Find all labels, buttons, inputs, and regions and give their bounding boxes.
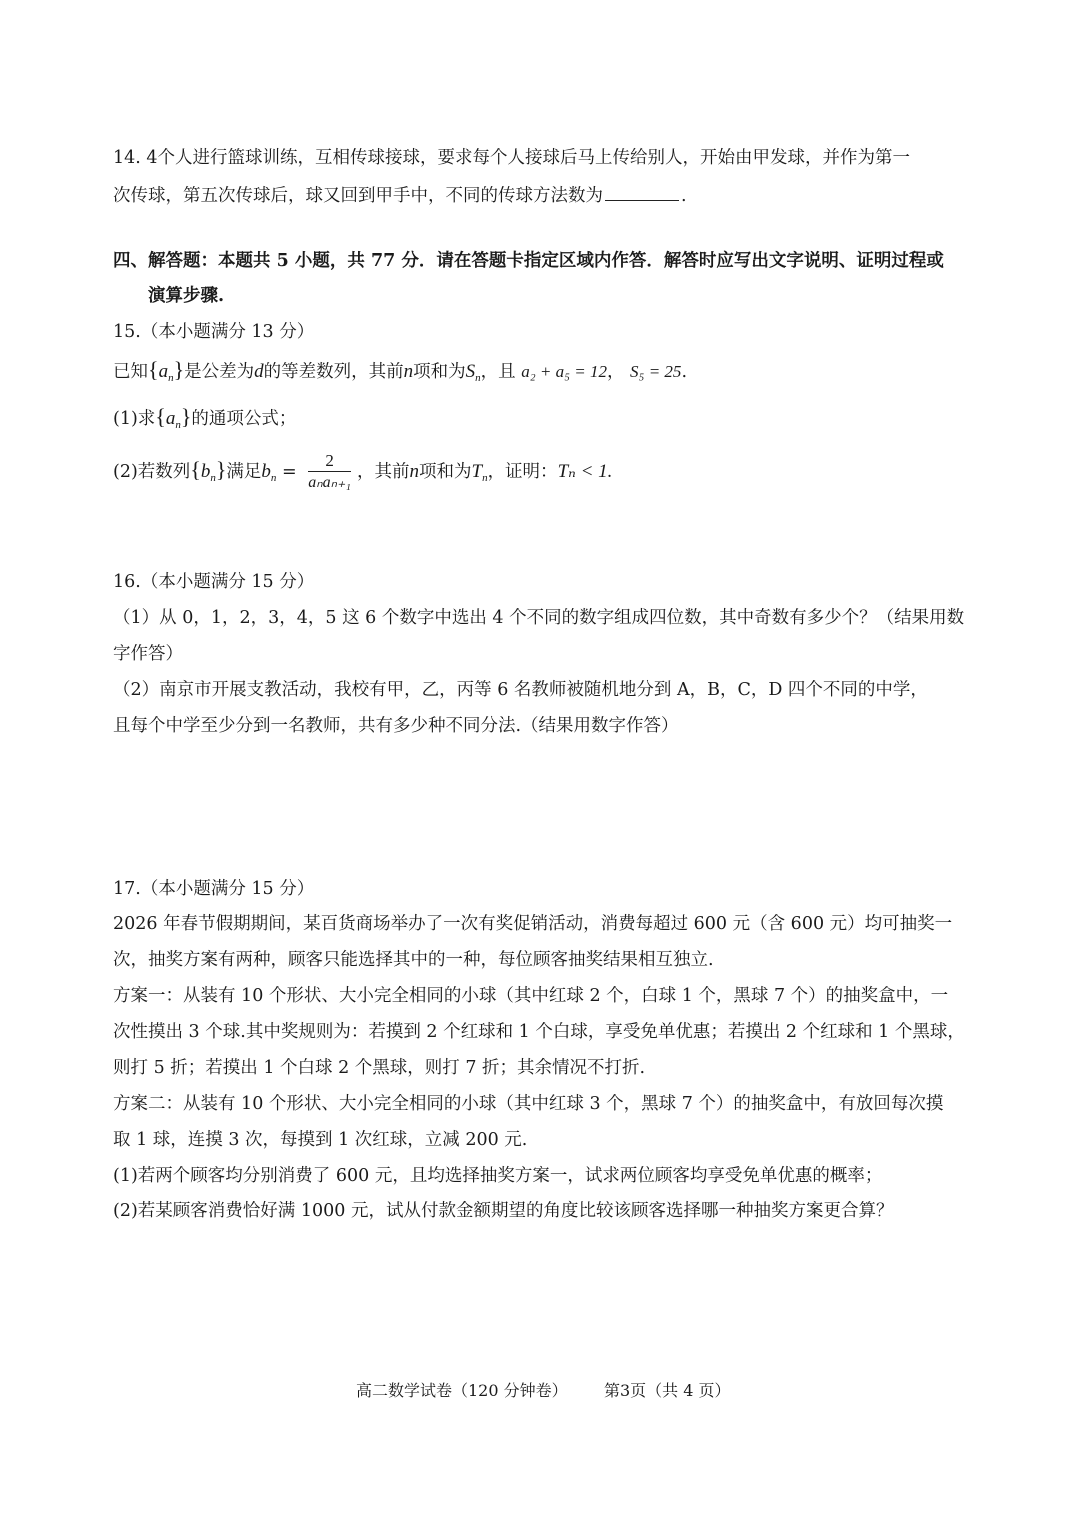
- q15-part-2: [113, 444, 973, 496]
- q16-part-2-line-2: 且每个中学至少分到一名教师，共有多少种不同分法.（结果用数字作答）: [113, 716, 679, 736]
- q16-header: 16.（本小题满分 15 分）: [113, 572, 315, 592]
- t-symbol: T: [471, 461, 483, 482]
- seq-brace-open: {: [148, 357, 159, 382]
- q17-header: 17.（本小题满分 15 分）: [113, 879, 315, 899]
- n-symbol: n: [409, 461, 419, 482]
- fraction-denominator: aₙaₙ₊₁: [308, 474, 351, 491]
- seq-a-sub: n: [168, 372, 174, 384]
- q15-p2-mid3: 项和为: [418, 462, 472, 482]
- q14-line-2-end: .: [681, 186, 687, 206]
- q15-claim: Tₙ < 1.: [557, 461, 613, 482]
- q17-line-6: 方案二：从装有 10 个形状、大小完全相同的小球（其中红球 3 个，黑球 7 个）的抽奖盒中，有放回每次摸: [113, 1094, 944, 1114]
- seq-a-sub: n: [175, 419, 181, 431]
- seq-brace-close: }: [180, 404, 192, 429]
- seq-a-symbol: a: [158, 361, 169, 382]
- condition-2: S₅ = 25: [630, 362, 682, 381]
- q16-part-2-line-1: （2）南京市开展支教活动，我校有甲，乙，丙等 6 名教师被随机地分到 A，B，C，D 四个不同的中学，: [113, 680, 928, 700]
- comma: ，: [606, 362, 625, 382]
- q17-line-3: 方案一：从装有 10 个形状、大小完全相同的小球（其中红球 2 个，白球 1 个，黑球 7 个）的抽奖盒中，一: [113, 986, 949, 1006]
- q16-part-1-line-1: （1）从 0，1，2，3，4，5 这 6 个数字中选出 4 个不同的数字组成四位数，其中奇数有多少个？（结果用数: [113, 608, 965, 628]
- q15-header: 15.（本小题满分 13 分）: [113, 322, 315, 342]
- q17-line-5: 则打 5 折；若摸出 1 个白球 2 个黑球，则打 7 折；其余情况不打折.: [113, 1058, 646, 1078]
- q15-p2-mid2: ，其前: [356, 462, 410, 482]
- q15-stem-mid2: 的等差数列，其前: [263, 362, 404, 382]
- q17-line-1: 2026 年春节假期期间，某百货商场举办了一次有奖促销活动，消费每超过 600 元（含 600 元）均可抽奖一: [113, 914, 953, 934]
- condition-1: a₂ + a₅ = 12: [521, 362, 607, 381]
- seq-b-brace-close: }: [215, 457, 227, 482]
- s-symbol: S: [465, 361, 476, 382]
- bn-sub: n: [270, 472, 277, 484]
- seq-b-symbol: b: [200, 461, 211, 482]
- seq-brace-close: }: [173, 357, 185, 382]
- q17-line-7: 取 1 球，连摸 3 次，每摸到 1 次红球，立减 200 元.: [113, 1130, 528, 1150]
- q15-stem-cond: ，且: [480, 362, 516, 382]
- s-sub: n: [475, 372, 481, 384]
- bn-symbol: b: [261, 461, 271, 482]
- answer-blank: [605, 182, 679, 201]
- seq-brace-open: {: [155, 404, 166, 429]
- q16-part-1-line-2: 字作答）: [113, 644, 183, 664]
- fraction-numerator: 2: [308, 451, 351, 472]
- footer-exam-title: 高二数学试卷（120 分钟卷）: [356, 1381, 568, 1400]
- q15-p2-tail: ，证明：: [487, 462, 558, 482]
- q15-p2-pre: (2)若数列: [113, 462, 191, 482]
- section-4-heading: 四、解答题：本题共 5 小题，共 77 分．请在答题卡指定区域内作答．解答时应写出文字说明、证明过程或: [113, 251, 944, 271]
- t-sub: n: [482, 472, 488, 484]
- q17-line-9: (2)若某顾客消费恰好满 1000 元，试从付款金额期望的角度比较该顾客选择哪一种抽奖方案更合算？: [113, 1201, 894, 1221]
- d-symbol: d: [254, 361, 264, 382]
- n-symbol: n: [403, 361, 414, 382]
- q15-stem: [113, 358, 973, 390]
- seq-a-symbol: a: [165, 408, 176, 429]
- seq-b-sub: n: [210, 472, 216, 484]
- fraction: [308, 451, 351, 494]
- section-4-heading-cont: 演算步骤.: [148, 286, 225, 306]
- q15-stem-mid3: 项和为: [413, 362, 466, 382]
- equals-sign: =: [276, 462, 303, 482]
- q15-stem-mid1: 是公差为: [184, 362, 255, 382]
- q14-line-2-text: 次传球，第五次传球后，球又回到甲手中，不同的传球方法数为: [113, 186, 603, 206]
- q15-p1-post: 的通项公式；: [191, 409, 297, 429]
- q14-line-2: [113, 182, 973, 208]
- seq-b-brace-open: {: [190, 457, 201, 482]
- footer-page-number: 第3页（共 4 页）: [604, 1381, 731, 1400]
- q17-line-4: 次性摸出 3 个球.其中奖规则为：若摸到 2 个红球和 1 个白球，享受免单优惠；若摸出 2 个红球和 1 个黑球，: [113, 1022, 965, 1042]
- q17-line-8: (1)若两个顾客均分别消费了 600 元，且均选择抽奖方案一，试求两位顾客均享受免单优惠的概率；: [113, 1166, 883, 1186]
- q15-p2-mid: 满足: [226, 462, 262, 482]
- q15-stem-end: .: [681, 362, 688, 382]
- q15-part-1: [113, 405, 973, 437]
- q17-line-2: 次，抽奖方案有两种，顾客只能选择其中的一种，每位顾客抽奖结果相互独立.: [113, 950, 714, 970]
- q15-p1-pre: (1)求: [113, 409, 156, 429]
- q15-stem-pre: 已知: [113, 362, 148, 382]
- q14-line-1: 14. 4个人进行篮球训练，互相传球接球，要求每个人接球后马上传给别人，开始由甲发球，并作为第一: [113, 148, 911, 168]
